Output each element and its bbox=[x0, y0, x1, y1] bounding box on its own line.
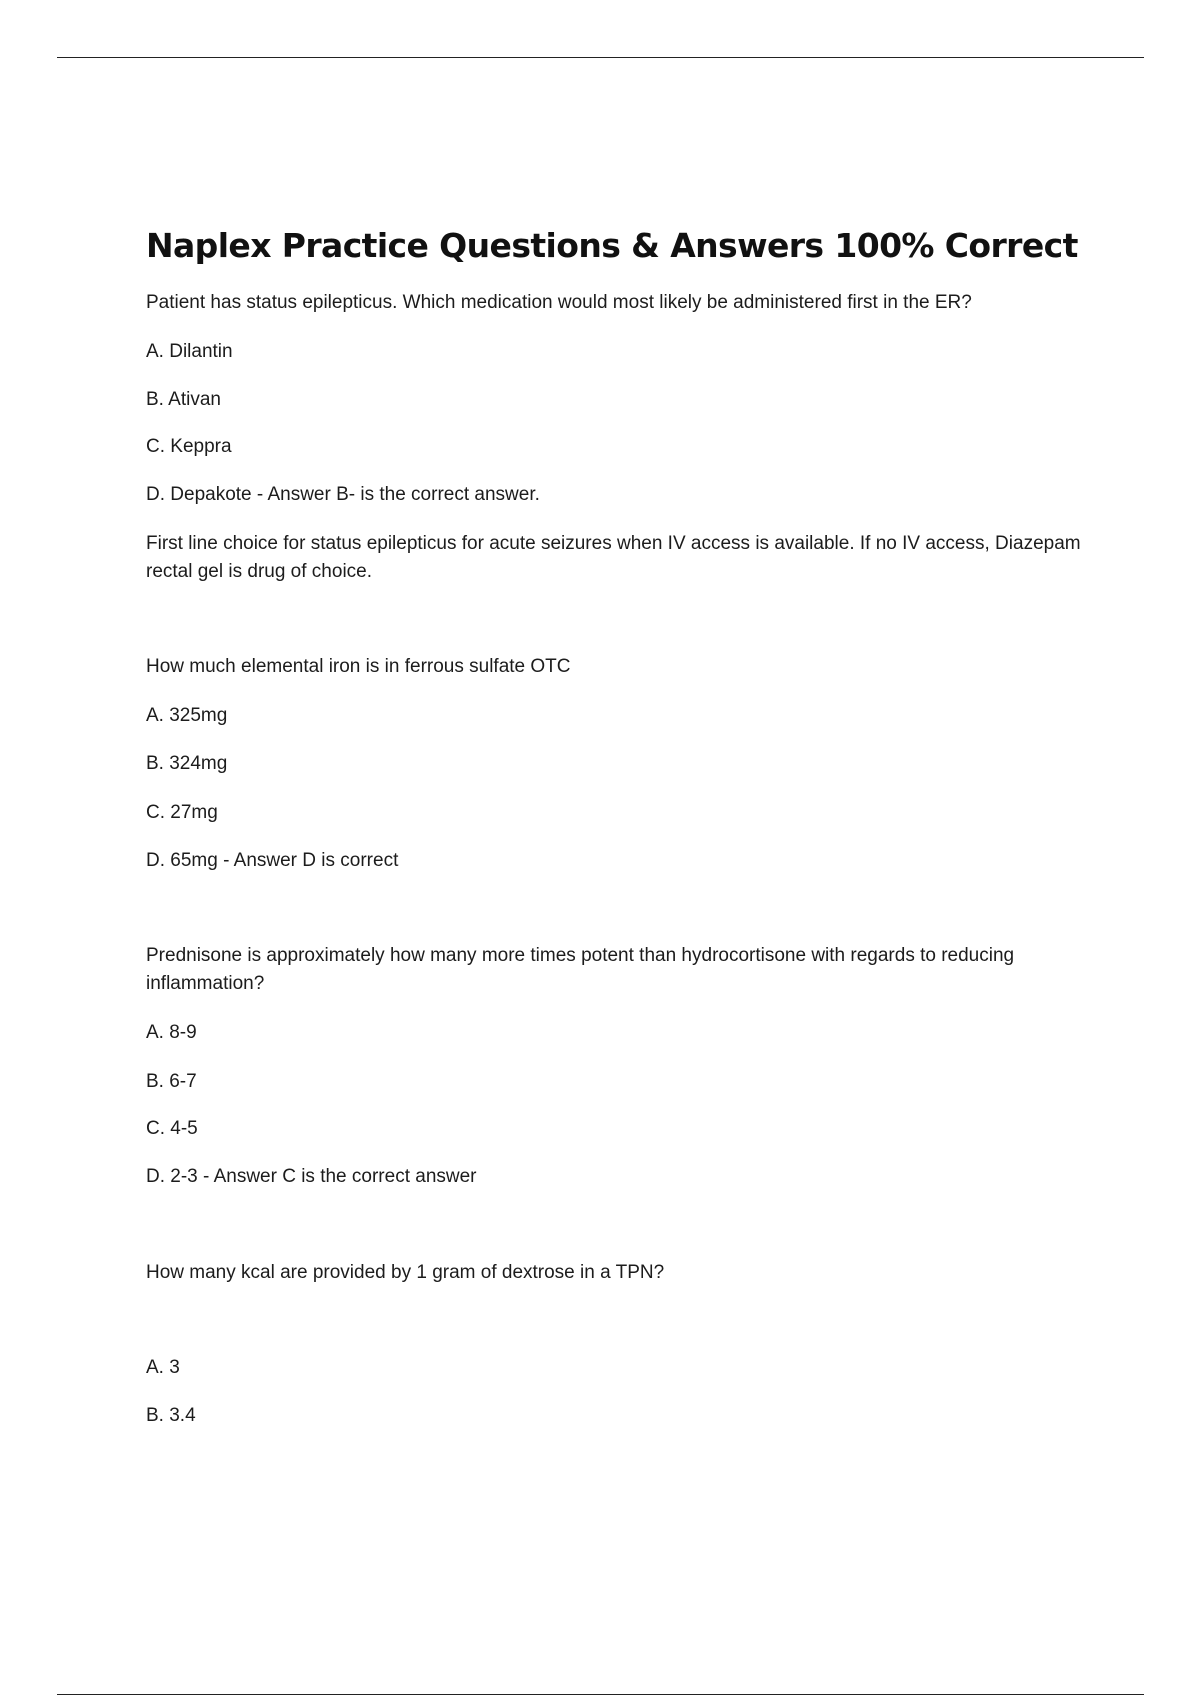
question-2-option-d: D. 65mg - Answer D is correct bbox=[146, 850, 399, 871]
question-4-text: How many kcal are provided by 1 gram of dextrose in a TPN? bbox=[146, 1262, 665, 1283]
question-3-option-c: C. 4-5 bbox=[146, 1118, 198, 1139]
header-rule bbox=[57, 57, 1144, 58]
question-2-text: How much elemental iron is in ferrous sulfate OTC bbox=[146, 656, 571, 677]
question-2-option-c: C. 27mg bbox=[146, 802, 218, 823]
question-3-option-b: B. 6-7 bbox=[146, 1071, 197, 1092]
question-2-option-a: A. 325mg bbox=[146, 705, 228, 726]
question-1-option-d: D. Depakote - Answer B- is the correct answer. bbox=[146, 484, 540, 505]
question-4-option-b: B. 3.4 bbox=[146, 1405, 196, 1426]
question-1-option-c: C. Keppra bbox=[146, 436, 232, 457]
question-3-option-d: D. 2-3 - Answer C is the correct answer bbox=[146, 1166, 477, 1187]
question-3-text: Prednisone is approximately how many more times potent than hydrocortisone with regards to reducing inflammation? bbox=[146, 945, 1015, 994]
footer-rule bbox=[57, 1694, 1144, 1695]
question-4-option-a: A. 3 bbox=[146, 1357, 180, 1378]
question-1-option-b: B. Ativan bbox=[146, 389, 221, 410]
question-3-option-a: A. 8-9 bbox=[146, 1022, 197, 1043]
question-1-explanation: First line choice for status epilepticus for acute seizures when IV access is available. If no IV access, Diazepam rectal gel is drug of choice. bbox=[146, 533, 1081, 582]
question-1-text: Patient has status epilepticus. Which medication would most likely be administered first in the ER? bbox=[146, 292, 972, 313]
question-2-option-b: B. 324mg bbox=[146, 753, 228, 774]
question-1-option-a: A. Dilantin bbox=[146, 341, 233, 362]
page-title: Naplex Practice Questions & Answers 100% Correct bbox=[146, 226, 1078, 265]
